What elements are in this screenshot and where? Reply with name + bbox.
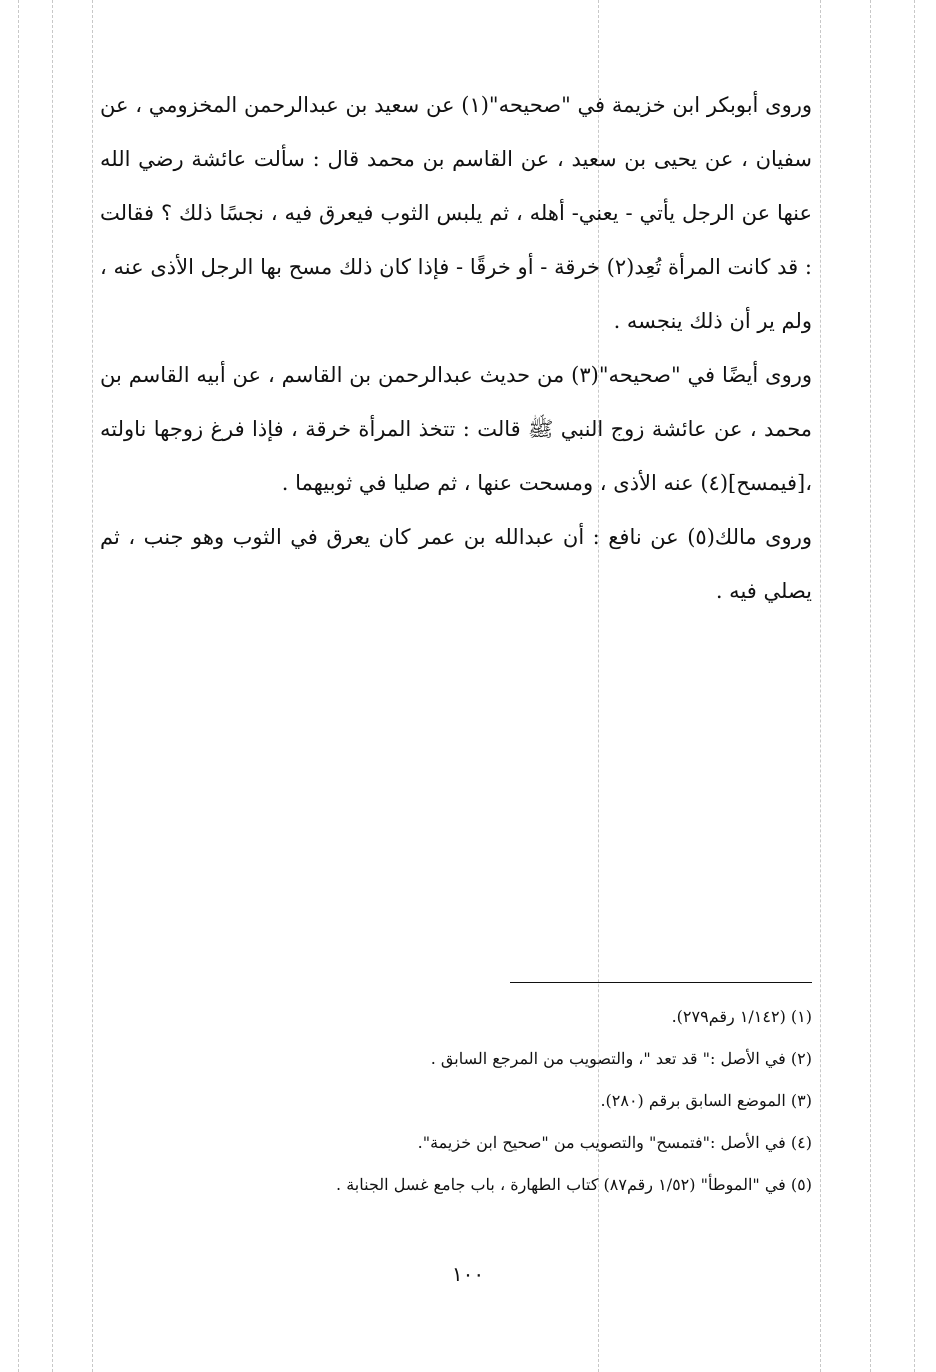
- guide-line: [820, 0, 821, 1372]
- footnote: (١) (١/١٤٢ رقم٢٧٩).: [671, 1007, 812, 1026]
- footnote: (٥) في "الموطأ" (١/٥٢ رقم٨٧) كتاب الطهارة ، باب جامع غسل الجنابة .: [336, 1175, 812, 1194]
- footnote: (٣) الموضع السابق برقم (٢٨٠).: [600, 1091, 812, 1110]
- paragraph: وروى أيضًا في "صحيحه"(٣) من حديث عبدالرحمن بن القاسم ، عن أبيه القاسم بن محمد ، عن عائشة زوج النبي ﷺ قالت : تتخذ المرأة خرقة ، فإذا فرغ زوجها ناولته ،[فيمسح](٤) عنه الأذى ، ومسحت عنها ، ثم صليا في ثوبيهما .: [100, 363, 812, 495]
- footnote: (٢) في الأصل :" قد تعد "، والتصويب من المرجع السابق .: [430, 1049, 812, 1068]
- main-text: [100, 78, 812, 618]
- paragraph: وروى أبوبكر ابن خزيمة في "صحيحه"(١) عن سعيد بن عبدالرحمن المخزومي ، عن سفيان ، عن يحيى بن سعيد ، عن القاسم بن محمد قال : سألت عائشة رضي الله عنها عن الرجل يأتي - يعني- أهله ، ثم يلبس الثوب فيعرق فيه ، نجسًا ذلك ؟ فقالت : قد كانت المرأة تُعِد(٢) خرقة - أو خرقًا - فإذا كان ذلك مسح بها الرجل الأذى عنه ، ولم ير أن ذلك ينجسه .: [100, 93, 813, 333]
- guide-line: [52, 0, 53, 1372]
- page-number: ١٠٠: [451, 1262, 485, 1286]
- footnotes: [100, 996, 812, 1206]
- guide-line: [92, 0, 93, 1372]
- guide-line: [870, 0, 871, 1372]
- guide-line: [18, 0, 19, 1372]
- paragraph: وروى مالك(٥) عن نافع : أن عبدالله بن عمر كان يعرق في الثوب وهو جنب ، ثم يصلي فيه .: [100, 525, 812, 603]
- guide-line: [914, 0, 915, 1372]
- footnote-separator: [510, 982, 812, 983]
- footnote: (٤) في الأصل :"فتمسح" والتصويب من "صحيح ابن خزيمة".: [417, 1133, 812, 1152]
